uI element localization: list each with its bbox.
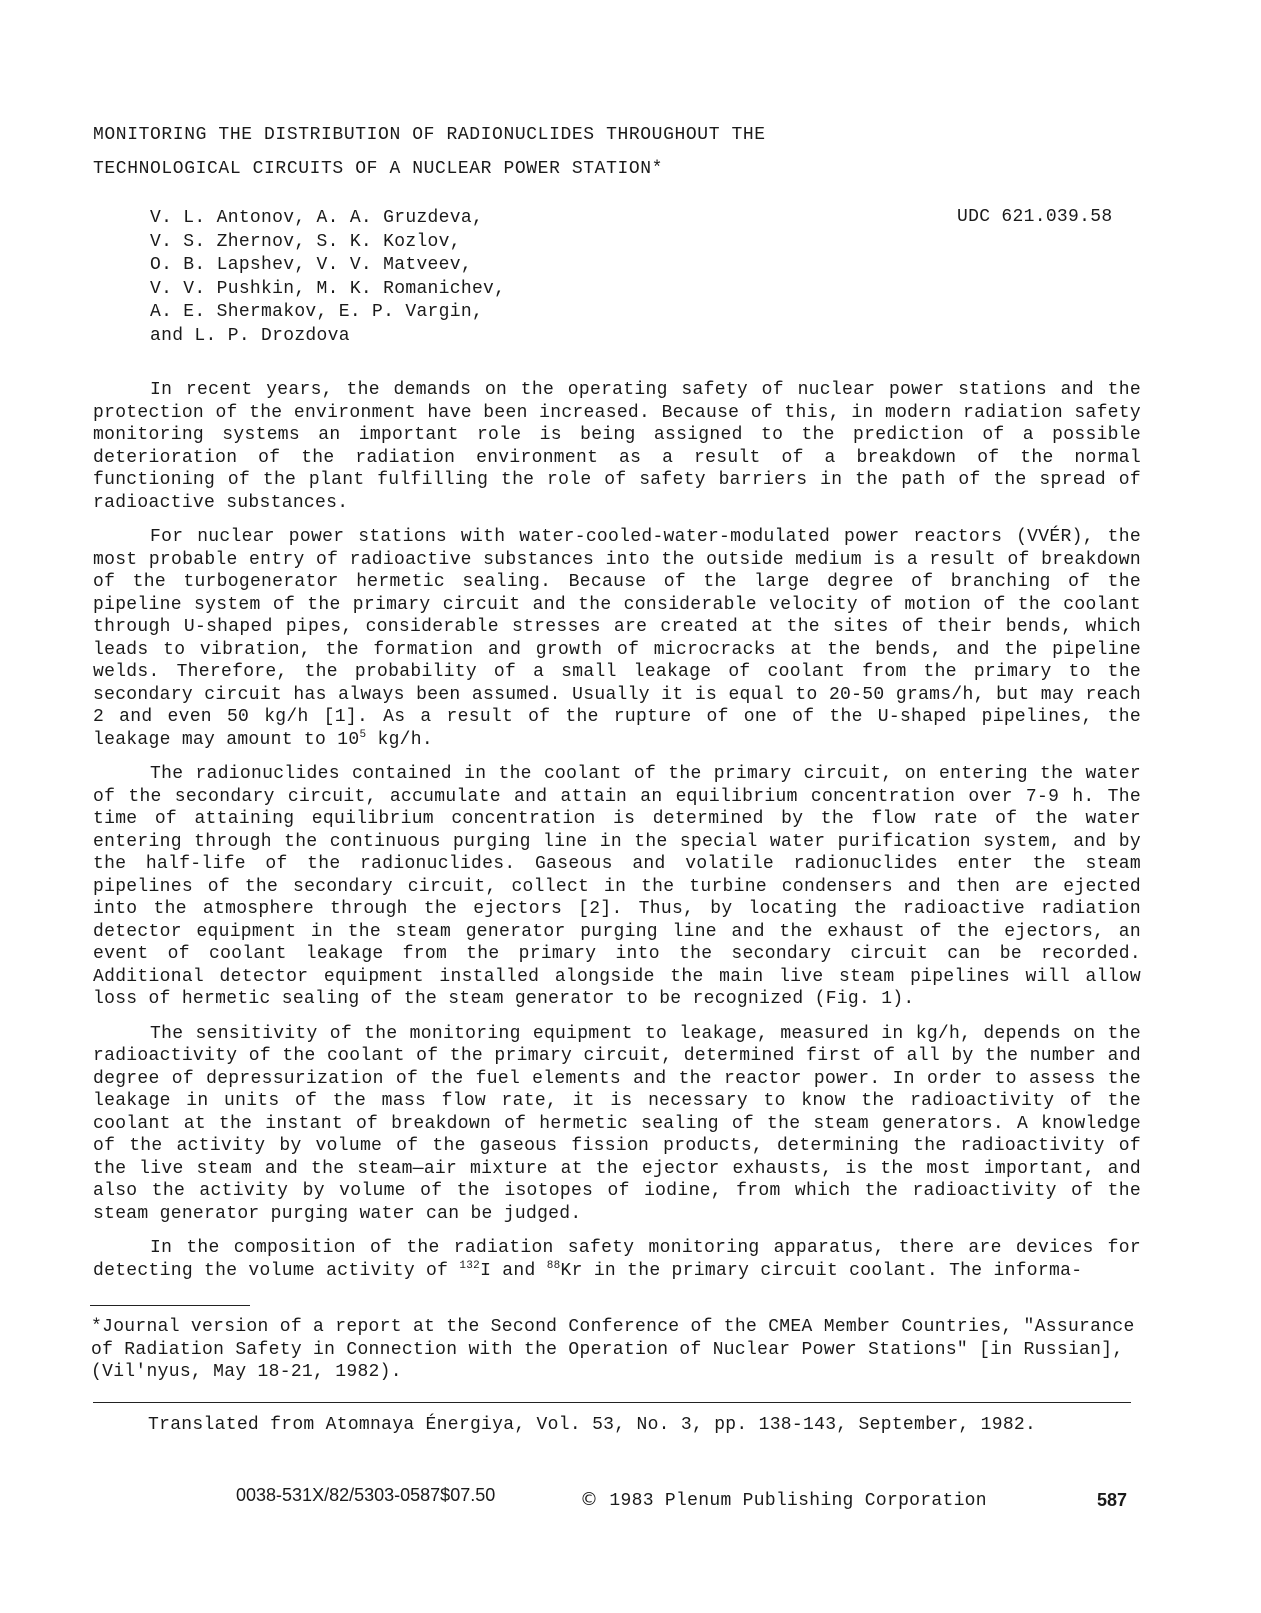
article-title (93, 118, 893, 186)
paragraph-5-text-c: Kr in the primary circuit coolant. The informa- (560, 1260, 1083, 1281)
author-line: V. V. Pushkin, M. K. Romanichev, (150, 278, 506, 299)
isotope-mass-number: 88 (546, 1259, 561, 1272)
paragraph-1: In recent years, the demands on the operating safety of nuclear power stations and the protection of the environment have been increased. Because of this, in modern radiation safety monitoring systems an important role is being assigned to the prediction of a possible deterioration of the radiation environment as a result of a breakdown of the normal functioning of the plant fulfilling the role of safety barriers in the path of the spread of radioactive substances. (93, 380, 1141, 513)
paragraph-5-text: In the composition of the radiation safety monitoring apparatus, there are devices for detecting the volume activity of (93, 1238, 1141, 1281)
author-line: V. L. Antonov, A. A. Gruzdeva, (150, 208, 484, 228)
isotope-mass-number: 132 (459, 1259, 481, 1272)
paragraph-2 (93, 526, 1141, 751)
author-list (150, 207, 505, 348)
paragraph-2-text: For nuclear power stations with water-cooled-water-modulated power reactors (VVÉR), the most probable entry of radioactive substances into the outside medium is a result of breakdown of the turbogenerator hermetic sealing. Because of the large degree of branching of the pipeline system of the primary circuit and the considerable velocity of motion of the coolant through U-shaped pipes, considerable stresses are created at the sites of their bends, which leads to vibration, the formation and growth of microcracks at the bends, and the pipeline welds. Therefore, the probability of a small leakage of coolant from the primary to the secondary circuit has always been assumed. Usually it is equal to 20-50 grams/h, but may reach 2 and even 50 kg/h [1]. As a result of the rupture of one of the U-shaped pipelines, the leakage may amount to 10 (93, 527, 1141, 750)
translation-note: Translated from Atomnaya Énergiya, Vol. 53, No. 3, pp. 138-143, September, 1982. (148, 1415, 1037, 1435)
footnote-divider (90, 1305, 250, 1306)
page-number: 587 (1097, 1490, 1128, 1510)
footnote (91, 1316, 1149, 1384)
paragraph-3: The radionuclides contained in the coolant of the primary circuit, on entering the water of the secondary circuit, accumulate and attain an equilibrium concentration over 7-9 h. The time of attaining equilibrium concentration is determined by the flow rate of the water entering through the continuous purging line in the special water purification system, and by the half-life of the radionuclides. Gaseous and volatile radionuclides enter the steam pipelines of the secondary circuit, collect in the turbine condensers and then are ejected into the atmosphere through the ejectors [2]. Thus, by locating the radioactive radiation detector equipment in the steam generator purging line and the exhaust of the ejectors, an event of coolant leakage from the primary into the secondary circuit can be recorded. Additional detector equipment installed alongside the main live steam pipelines will allow loss of hermetic sealing of the steam generator to be recognized (Fig. 1). (93, 764, 1141, 1009)
copyright-line (580, 1489, 987, 1511)
copyright-symbol: © (580, 1489, 599, 1510)
paragraph-5-text-b: I and (480, 1260, 547, 1281)
udc-code: UDC 621.039.58 (957, 207, 1113, 227)
title-line-1: MONITORING THE DISTRIBUTION OF RADIONUCLIDES THROUGHOUT THE (93, 125, 766, 145)
article-code: 0038-531X/82/5303-0587$07.50 (236, 1485, 496, 1505)
paragraph-2-end: kg/h. (366, 729, 433, 750)
footnote-text: *Journal version of a report at the Second Conference of the CMEA Member Countries, "Assurance of Radiation Safety in Connection with the Operation of Nuclear Power Stations" [in Russian], (Vil'nyus, May 18-21, 1982). (91, 1317, 1135, 1382)
paragraph-5 (93, 1237, 1141, 1282)
author-line: and L. P. Drozdova (150, 325, 350, 346)
author-line: V. S. Zhernov, S. K. Kozlov, (150, 231, 461, 252)
footer-divider (93, 1402, 1131, 1403)
paragraph-4: The sensitivity of the monitoring equipment to leakage, measured in kg/h, depends on the radioactivity of the coolant of the primary circuit, determined first of all by the number and degree of depressurization of the fuel elements and the reactor power. In order to assess the leakage in units of the mass flow rate, it is necessary to know the radioactivity of the coolant at the instant of breakdown of hermetic sealing of the steam generators. A knowledge of the activity by volume of the gaseous fission products, determining the radioactivity of the live steam and the steam—air mixture at the ejector exhausts, is the most important, and also the activity by volume of the isotopes of iodine, from which the radioactivity of the steam generator purging water can be judged. (93, 1023, 1141, 1224)
copyright-text: 1983 Plenum Publishing Corporation (609, 1491, 987, 1511)
title-line-2: TECHNOLOGICAL CIRCUITS OF A NUCLEAR POWER STATION* (93, 159, 664, 179)
exponent: 5 (359, 728, 367, 741)
article-body (93, 379, 1141, 1294)
author-line: A. E. Shermakov, E. P. Vargin, (150, 302, 484, 322)
author-line: O. B. Lapshev, V. V. Matveev, (150, 255, 472, 275)
